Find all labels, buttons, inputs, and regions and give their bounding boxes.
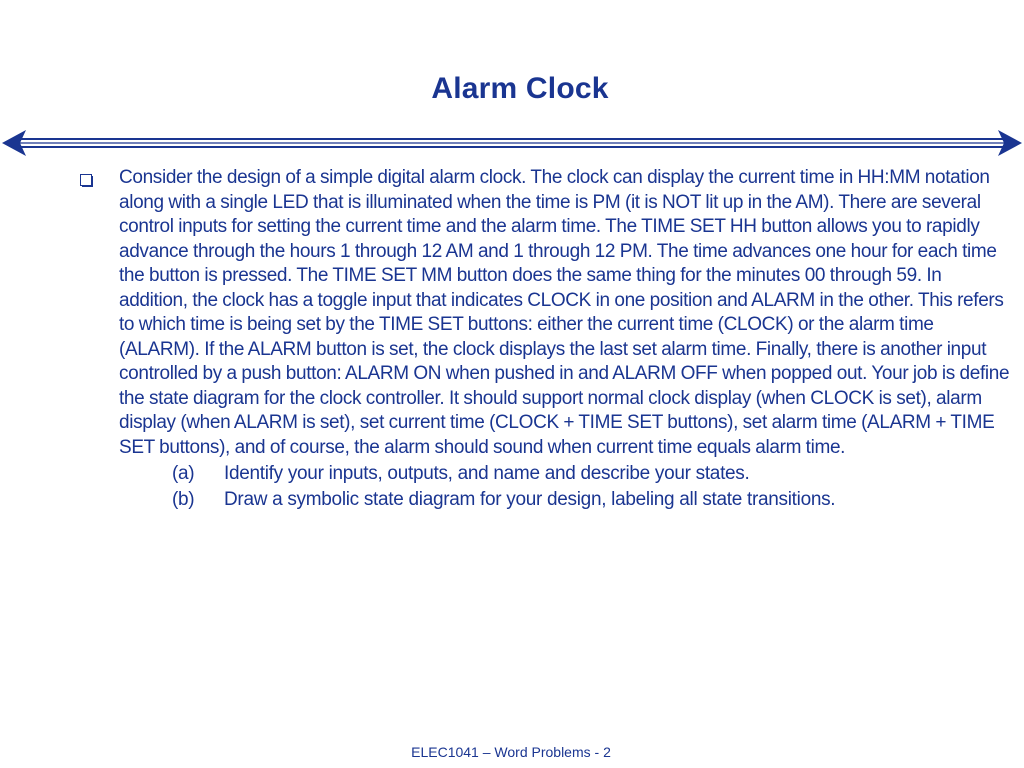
- sub-question-item: [172, 461, 1010, 487]
- slide-content: [80, 166, 1010, 513]
- sub-question-marker: (b): [172, 489, 195, 510]
- hollow-square-bullet-icon: [80, 174, 92, 186]
- sub-question-text: Identify your inputs, outputs, and name and describe your states.: [224, 463, 750, 484]
- double-arrow-divider: [0, 126, 1024, 160]
- bullet-item: [80, 166, 1010, 513]
- sub-question-list: [172, 461, 1010, 513]
- problem-statement: Consider the design of a simple digital alarm clock. The clock can display the current time in HH:MM notation along with a single LED that is illuminated when the time is PM (it is NOT lit up in the AM). There are several control inputs for setting the current time and the alarm time. The TIME SET HH button allows you to rapidly advance through the hours 1 through 12 AM and 1 through 12 PM. The time advances one hour for each time the button is pressed. The TIME SET MM button does the same thing for the minutes 00 through 59. In addition, the clock has a toggle input that indicates CLOCK in one position and ALARM in the other. This refers to which time is being set by the TIME SET buttons: either the current time (CLOCK) or the alarm time (ALARM). If the ALARM button is set, the clock displays the last set alarm time. Finally, there is another input controlled by a push button: ALARM ON when pushed in and ALARM OFF when popped out. Your job is define the state diagram for the clock controller. It should support normal clock display (when CLOCK is set), alarm display (when ALARM is set), set current time (CLOCK + TIME SET buttons), set alarm time (ALARM + TIME SET buttons), and of course, the alarm should sound when current time equals alarm time.: [119, 167, 1010, 458]
- sub-question-text: Draw a symbolic state diagram for your design, labeling all state transitions.: [224, 489, 836, 510]
- slide-footer: [0, 744, 1024, 760]
- sub-question-item: [172, 487, 1010, 513]
- footer-text: ELEC1041 – Word Problems - 2: [411, 744, 611, 760]
- slide-title: Alarm Clock: [431, 72, 609, 105]
- sub-question-marker: (a): [172, 463, 195, 484]
